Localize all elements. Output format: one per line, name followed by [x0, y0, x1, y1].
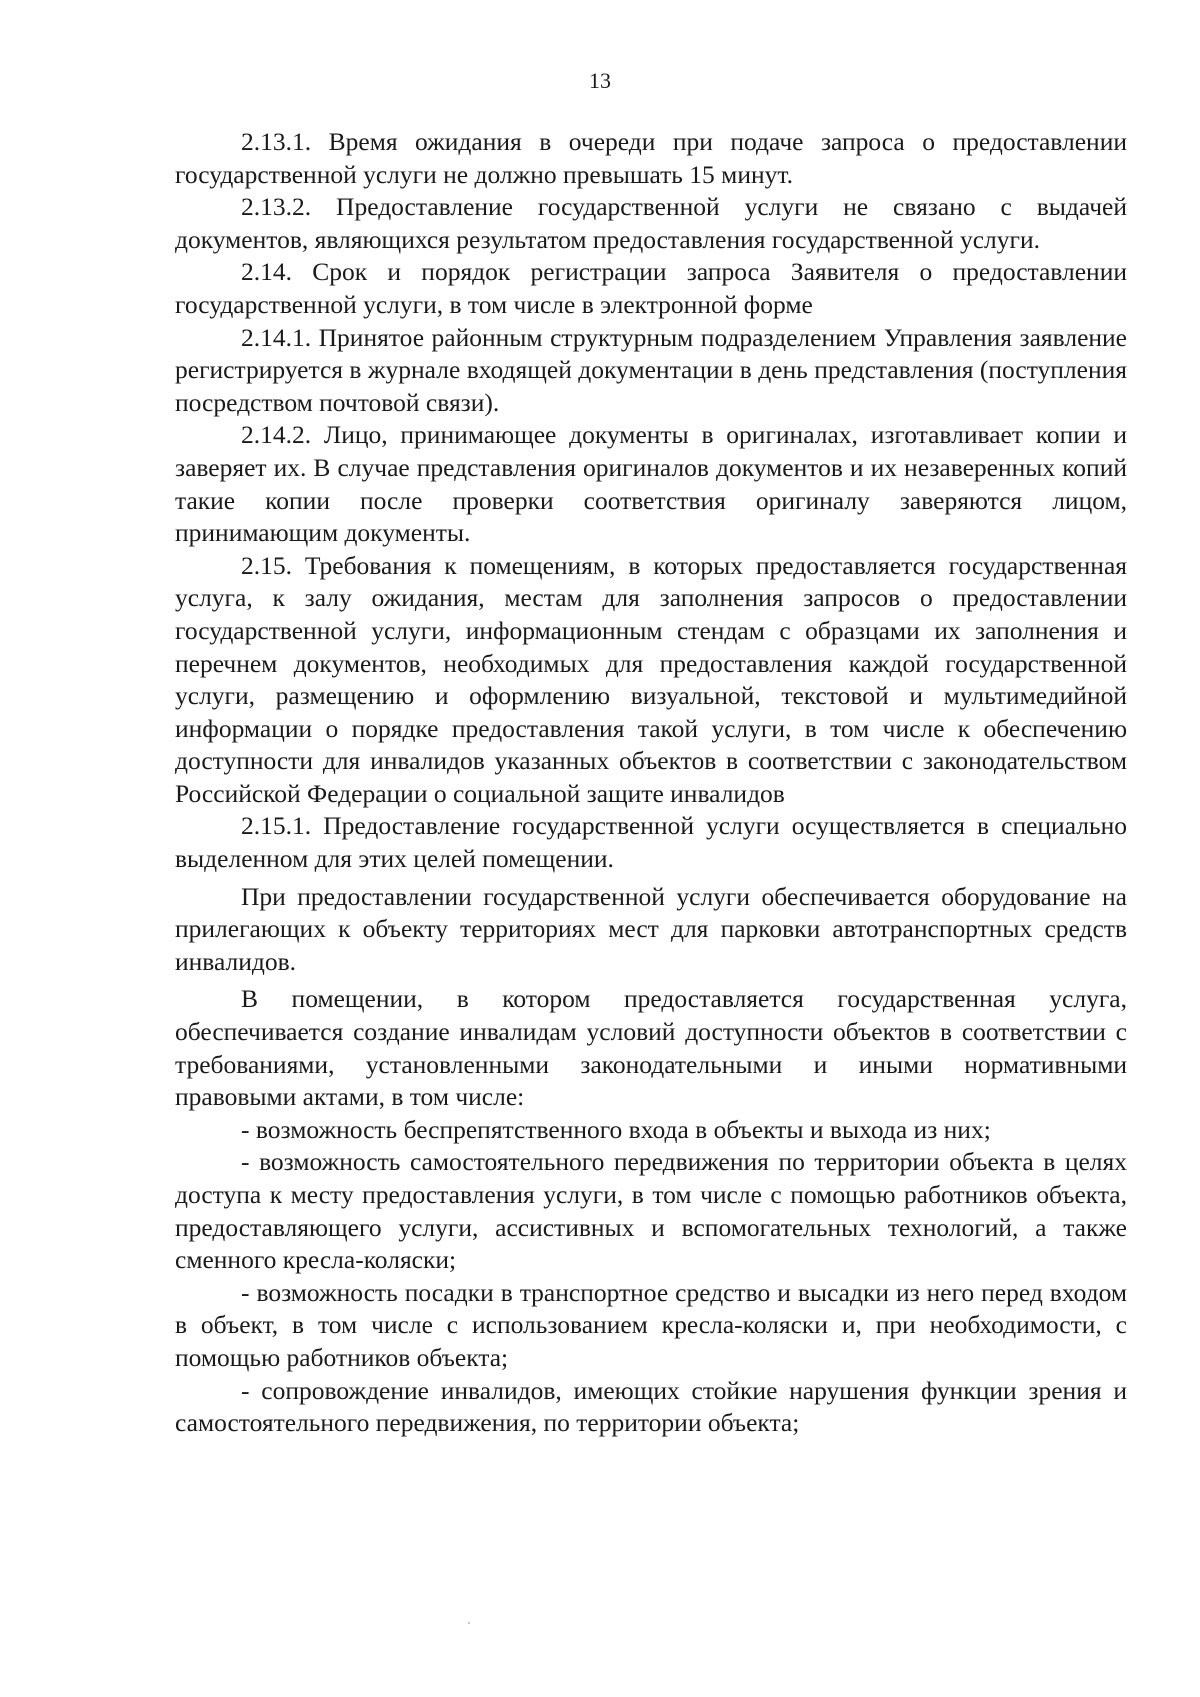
paragraph-parking: При предоставлении государственной услуги обеспечивается оборудование на прилегающих к объекту территориях мест для парковки автотранспортных средств инвалидов.: [175, 881, 1127, 976]
paragraph-2-15-1: 2.15.1. Предоставление государственной услуги осуществляется в специально выделенном для этих целей помещении.: [175, 811, 1127, 874]
paragraph-premises: В помещении, в котором предоставляется государственная услуга, обеспечивается создание инвалидам условий доступности объектов в соответствии с требованиями, установленными законодательными и иными нормативными правовыми актами, в том числе:: [175, 984, 1127, 1112]
list-item-entry: - возможность беспрепятственного входа в объекты и выхода из них;: [241, 1114, 991, 1144]
paragraph-2-14-2: 2.14.2. Лицо, принимающее документы в оригиналах, изготавливает копии и заверяет их. В случае представления оригиналов документов и их незаверенных копий такие копии после проверки соответствия оригиналу заверяются лицом, принимающим документы.: [175, 420, 1127, 548]
paragraph-2-15-heading: 2.15. Требования к помещениям, в которых предоставляется государственная услуга, к залу ожидания, местам для заполнения запросов о предоставлении государственной услуги, информационным стендам с образцами их заполнения и перечнем документов, необходимых для предоставления каждой государственной услуги, размещению и оформлению визуальной, текстовой и мультимедийной информации о порядке предоставления такой услуги, в том числе к обеспечению доступности для инвалидов указанных объектов в соответствии с законодательством Российской Федерации о социальной защите инвалидов: [175, 550, 1127, 808]
page-number: 13: [589, 68, 611, 93]
paragraph-2-13-2: 2.13.2. Предоставление государственной услуги не связано с выдачей документов, являющихся результатом предоставления государственной услуги.: [175, 192, 1127, 254]
scan-artifact: [468, 1622, 470, 1624]
list-item-transport: - возможность посадки в транспортное средство и высадки из него перед входом в объект, в том числе с использованием кресла-коляски и, при необходимости, с помощью работников объекта;: [175, 1277, 1127, 1372]
paragraph-2-13-1: 2.13.1. Время ожидания в очереди при подаче запроса о предоставлении государственной услуги не должно превышать 15 минут.: [175, 127, 1127, 189]
list-item-movement: - возможность самостоятельного передвижения по территории объекта в целях доступа к месту предоставления услуги, в том числе с помощью работников объекта, предоставляющего услуги, ассистивных и вспомогательных технологий, а также сменного кресла-коляски;: [175, 1147, 1127, 1275]
document-body: [175, 126, 1127, 1440]
list-item-escort: - сопровождение инвалидов, имеющих стойкие нарушения функции зрения и самостоятельного передвижения, по территории объекта;: [175, 1375, 1127, 1438]
paragraph-2-14-1: 2.14.1. Принятое районным структурным подразделением Управления заявление регистрируется в журнале входящей документации в день представления (поступления посредством почтовой связи).: [175, 322, 1127, 417]
paragraph-2-14-heading: 2.14. Срок и порядок регистрации запроса Заявителя о предоставлении государственной услуги, в том числе в электронной форме: [175, 257, 1127, 319]
